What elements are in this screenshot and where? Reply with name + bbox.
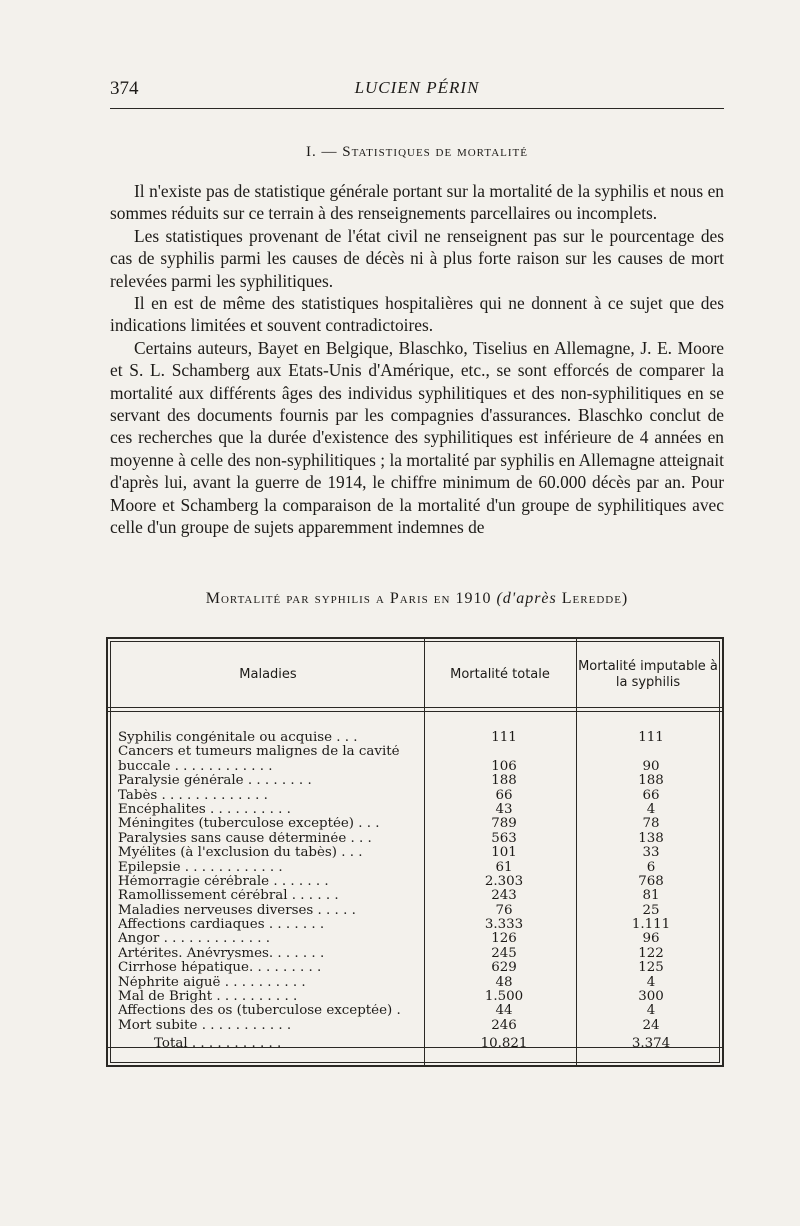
table-row	[118, 817, 720, 831]
disease-name: Syphilis congénitale ou acquise . . .	[118, 731, 358, 745]
disease-name: Total . . . . . . . . . . .	[154, 1037, 282, 1052]
header-rule	[110, 108, 724, 109]
mortalite-syphilis-value: 300	[638, 989, 664, 1005]
mortalite-totale-value: 1.500	[484, 989, 524, 1005]
mortalite-totale-value: 61	[495, 859, 513, 875]
paragraph: Il en est de même des statistiques hospitalières qui ne donnent à ce sujet que des indications limitées et souvent contradictoires.	[110, 293, 724, 336]
disease-name: Affections des os (tuberculose exceptée) .	[118, 1004, 401, 1019]
table-row	[118, 932, 720, 946]
mortalite-totale-value: 43	[495, 801, 513, 817]
table-row	[118, 904, 720, 918]
disease-name: Angor . . . . . . . . . . . . .	[118, 932, 270, 947]
mortalite-syphilis-value: 33	[642, 845, 660, 861]
table-row	[118, 1004, 720, 1018]
table-row	[118, 889, 720, 903]
table-row	[118, 861, 720, 875]
mortalite-totale-value: 246	[491, 1017, 517, 1033]
running-title: LUCIEN PÉRIN	[354, 78, 480, 97]
table-title	[110, 590, 724, 608]
paragraph: Les statistiques provenant de l'état civil ne renseignent pas sur le pourcentage des cas de syphilis parmi les causes de décès ni à plus forte raison sur les causes de mort relevées parmi les syphilitiques.	[110, 225, 724, 291]
mortalite-syphilis-value: 24	[642, 1017, 660, 1033]
paragraph: Certains auteurs, Bayet en Belgique, Blaschko, Tiselius en Allemagne, J. E. Moore et S. L. Schamberg aux Etats-Unis d'Amérique, etc., se sont efforcés de comparer la mortalité aux différents âges des individus syphilitiques et des non-syphilitiques en se servant des documents fournis par les compagnies d'assurances. Blaschko conclut de ces recherches que la durée d'existence des syphilitiques est inférieure de 4 années en moyenne à celle des non-syphilitiques ; la mortalité par syphilis en Allemagne atteignait d'après lui, avant la guerre de 1914, le chiffre minimum de 60.000 décès par an. Pour Moore et Schamberg la comparaison de la mortalité d'un groupe de syphilitiques avec celle d'un groupe de sujets apparemment indemnes de	[110, 337, 724, 538]
column-header-mortalite-totale: Mortalité totale	[450, 667, 550, 682]
disease-name: Myélites (à l'exclusion du tabès) . . .	[118, 846, 363, 861]
disease-name: Mort subite . . . . . . . . . . .	[118, 1018, 292, 1033]
mortalite-totale-value: 76	[495, 902, 513, 918]
mortalite-syphilis-value: 4	[646, 1003, 656, 1019]
mortalite-syphilis-value: 138	[638, 830, 664, 846]
table-row	[118, 803, 720, 817]
mortalite-syphilis-value: 81	[642, 888, 660, 904]
mortalite-syphilis-value: 1.111	[631, 917, 671, 933]
mortalite-totale-value: 48	[495, 974, 513, 990]
table-row	[118, 832, 720, 846]
table-row	[118, 745, 720, 759]
header-divider	[108, 711, 722, 712]
table-row	[118, 918, 720, 932]
disease-name: Maladies nerveuses diverses . . . . .	[118, 903, 356, 918]
mortalite-totale-value: 10.821	[480, 1036, 528, 1052]
column-header-maladies: Maladies	[239, 667, 297, 682]
table-title-author: Leredde)	[561, 590, 629, 607]
mortalite-totale-value: 2.303	[484, 873, 524, 889]
table-row	[118, 774, 720, 788]
disease-name: Hémorragie cérébrale . . . . . . .	[118, 874, 329, 889]
mortalite-syphilis-value: 96	[642, 931, 660, 947]
disease-name: Ramollissement cérébral . . . . . .	[118, 889, 339, 904]
disease-name: buccale . . . . . . . . . . . .	[118, 759, 273, 774]
mortalite-totale-value: 789	[491, 816, 517, 832]
mortalite-totale-value: 3.333	[484, 917, 524, 933]
mortalite-syphilis-value: 125	[638, 960, 664, 976]
mortalite-syphilis-value: 66	[642, 787, 660, 803]
table-row	[118, 1019, 720, 1033]
table-row	[118, 760, 720, 774]
disease-name: Paralysie générale . . . . . . . .	[118, 774, 312, 789]
mortalite-syphilis-value: 78	[642, 816, 660, 832]
mortalite-syphilis-value: 122	[638, 945, 664, 961]
mortalite-totale-value: 101	[491, 845, 517, 861]
disease-name: Néphrite aiguë . . . . . . . . . .	[118, 975, 306, 990]
disease-name: Artérites. Anévrysmes. . . . . . .	[118, 946, 325, 961]
disease-name: Cirrhose hépatique. . . . . . . . .	[118, 961, 322, 976]
disease-name: Tabès . . . . . . . . . . . . .	[118, 788, 268, 803]
disease-name: Mal de Bright . . . . . . . . . .	[118, 990, 298, 1005]
section-title: I. — Statistiques de mortalité	[306, 144, 528, 160]
mortalite-totale-value: 243	[491, 888, 517, 904]
mortalite-syphilis-value: 6	[646, 859, 656, 875]
mortalite-totale-value: 111	[491, 730, 517, 745]
mortalite-syphilis-value: 4	[646, 974, 656, 990]
mortalite-syphilis-value: 111	[638, 730, 664, 745]
mortalite-syphilis-value: 3.374	[631, 1036, 671, 1052]
paragraph: Il n'existe pas de statistique générale portant sur la mortalité de la syphilis et nous en sommes réduits sur ce terrain à des renseignements parcellaires ou incomplets.	[110, 181, 724, 224]
table-body	[118, 731, 720, 1052]
mortalite-totale-value: 126	[491, 931, 517, 947]
mortalite-totale-value: 66	[495, 787, 513, 803]
table-row	[118, 976, 720, 990]
table-row	[118, 961, 720, 975]
disease-name: Cancers et tumeurs malignes de la cavité	[118, 745, 400, 760]
mortalite-totale-value: 563	[491, 830, 517, 846]
mortalite-syphilis-value: 25	[642, 902, 660, 918]
mortalite-totale-value: 245	[491, 945, 517, 961]
mortality-table	[106, 637, 724, 1067]
column-header-mortalite-syphilis: Mortalité imputable à la syphilis	[578, 659, 718, 690]
mortalite-totale-value: 188	[491, 773, 517, 789]
disease-name: Affections cardiaques . . . . . . .	[118, 918, 325, 933]
table-row	[118, 846, 720, 860]
table-row	[118, 990, 720, 1004]
table-title-main: Mortalité par syphilis a Paris en 1910	[205, 590, 492, 607]
table-row	[118, 947, 720, 961]
mortalite-syphilis-value: 188	[638, 773, 664, 789]
table-row	[118, 731, 720, 745]
mortalite-totale-value: 629	[491, 960, 517, 976]
mortalite-syphilis-value: 4	[646, 801, 656, 817]
header-divider	[108, 707, 722, 708]
disease-name: Méningites (tuberculose exceptée) . . .	[118, 817, 380, 832]
disease-name: Epilepsie . . . . . . . . . . . .	[118, 860, 283, 875]
disease-name: Encéphalites . . . . . . . . . .	[118, 802, 291, 817]
mortalite-syphilis-value: 768	[638, 873, 664, 889]
mortalite-syphilis-value: 90	[642, 758, 660, 774]
mortalite-totale-value: 106	[491, 758, 517, 774]
page-number: 374	[110, 78, 139, 99]
table-row	[118, 875, 720, 889]
disease-name: Paralysies sans cause déterminée . . .	[118, 831, 372, 846]
body-text	[110, 180, 724, 539]
page-header	[110, 78, 724, 100]
mortalite-totale-value: 44	[495, 1003, 513, 1019]
total-row	[118, 1037, 720, 1051]
table-title-credit: (d'après	[496, 590, 557, 607]
table-row	[118, 789, 720, 803]
